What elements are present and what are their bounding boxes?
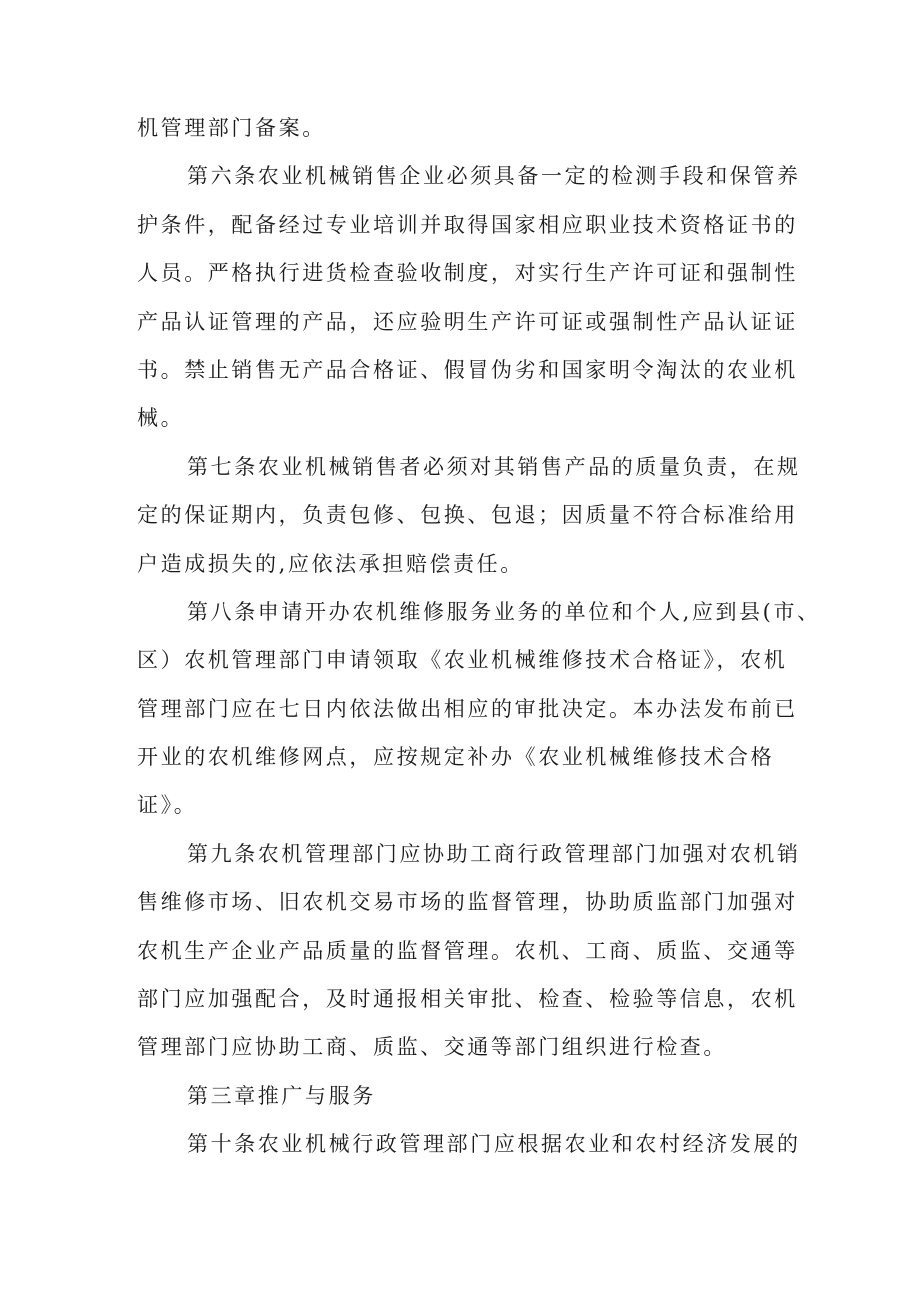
text-line: 机管理部门备案。 — [137, 116, 326, 140]
text-line: 第九条农机管理部门应协助工商行政管理部门加强对农机销 — [187, 841, 801, 866]
text-line: 管理部门应在七日内依法做出相应的审批决定。本办法发布前已 — [137, 696, 798, 721]
text-line: 定的保证期内，负责包修、包换、包退；因质量不符合标准给用 — [137, 503, 798, 528]
text-line: 区）农机管理部门申请领取《农业机械维修技术合格证》，农机 — [137, 648, 788, 673]
text-line: 开业的农机维修网点，应按规定补办《农业机械维修技术合格 — [137, 745, 775, 770]
text-line: 户造成损失的,应依法承担赔偿责任。 — [137, 551, 524, 576]
text-line: 管理部门应协助工商、质监、交通等部门组织进行检查。 — [137, 1035, 727, 1060]
text-line: 第六条农业机械销售企业必须具备一定的检测手段和保管养 — [187, 164, 801, 189]
text-line: 第八条申请开办农机维修服务业务的单位和个人,应到县(市、 — [187, 599, 821, 624]
text-line: 第十条农业机械行政管理部门应根据农业和农村经济发展的 — [187, 1132, 801, 1157]
document-body — [137, 104, 821, 1169]
text-line: 部门应加强配合，及时通报相关审批、检查、检验等信息，农机 — [137, 987, 798, 1012]
text-line: 第七条农业机械销售者必须对其销售产品的质量负责，在规 — [187, 454, 801, 479]
text-line: 售维修市场、旧农机交易市场的监督管理，协助质监部门加强对 — [137, 890, 798, 915]
text-line: 产品认证管理的产品，还应验明生产许可证或强制性产品认证证 — [137, 309, 798, 334]
text-line: 护条件，配备经过专业培训并取得国家相应职业技术资格证书的 — [137, 212, 798, 237]
text-line: 书。禁止销售无产品合格证、假冒伪劣和国家明令淘汰的农业机 — [137, 357, 798, 382]
text-line: 人员。严格执行进货检查验收制度，对实行生产许可证和强制性 — [137, 261, 798, 286]
text-line: 第三章推广与服务 — [187, 1083, 376, 1108]
text-line: 证》。 — [137, 793, 198, 818]
text-line: 农机生产企业产品质量的监督管理。农机、工商、质监、交通等 — [137, 938, 798, 963]
text-line: 械。 — [137, 406, 185, 431]
